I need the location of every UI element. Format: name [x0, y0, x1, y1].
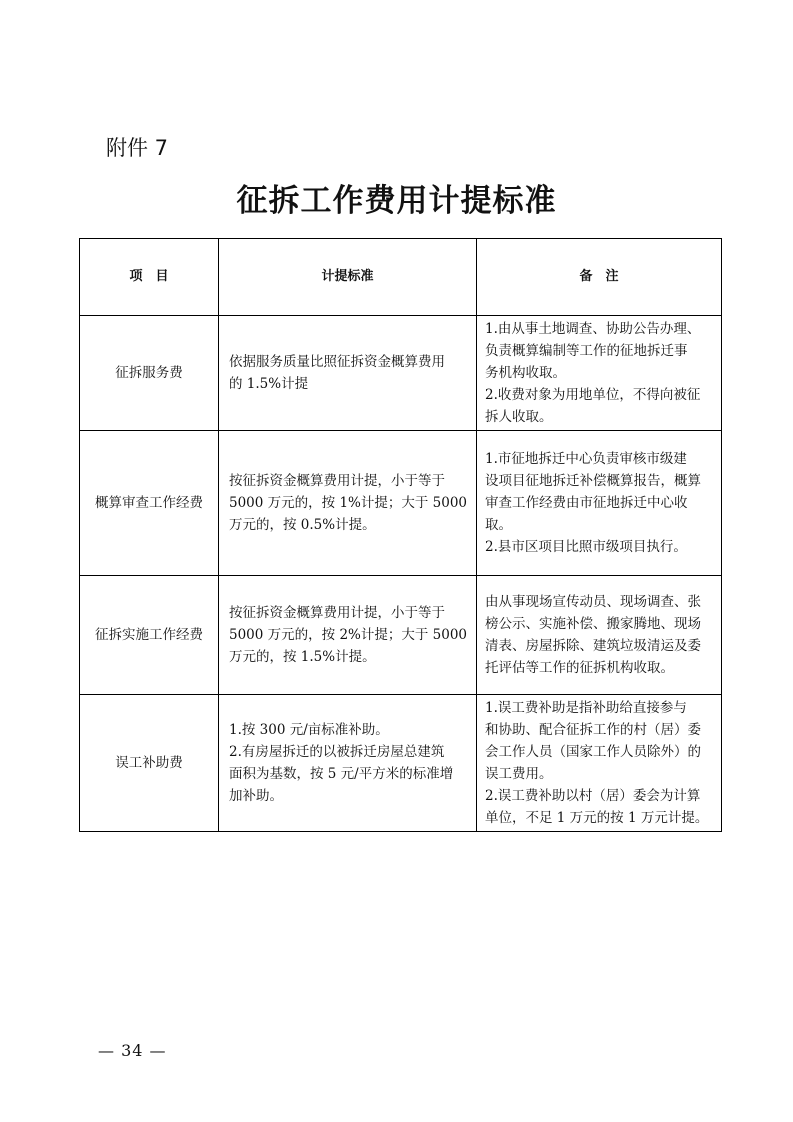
note-line: 1.误工费补助是指补助给直接参与 [485, 700, 687, 716]
column-header-notes: 备 注 [477, 239, 722, 316]
note-line: 单位，不足 1 万元的按 1 万元计提。 [485, 810, 709, 826]
table-row [80, 431, 722, 576]
note-line: 2.县市区项目比照市级项目执行。 [485, 539, 687, 555]
note-line: 2.收费对象为用地单位，不得向被征 [485, 387, 701, 403]
note-line: 和协助、配合征拆工作的村（居）委 [485, 722, 701, 738]
standard-line: 面积为基数，按 5 元/平方米的标准增 [229, 766, 454, 782]
standard-line: 依据服务质量比照征拆资金概算费用 [229, 354, 445, 370]
note-line: 1.市征地拆迁中心负责审核市级建 [485, 451, 687, 467]
standard-line: 1.按 300 元/亩标准补助。 [229, 722, 389, 738]
table-header-row [80, 239, 722, 316]
row-item-name: 误工补助费 [80, 695, 219, 832]
standard-line: 万元的，按 0.5%计提。 [229, 517, 376, 533]
note-line: 清表、房屋拆除、建筑垃圾清运及委 [485, 638, 701, 654]
attachment-label: 附件 7 [106, 136, 169, 160]
note-line: 负责概算编制等工作的征地拆迁事 [485, 343, 688, 359]
row-standard [219, 576, 477, 695]
note-line: 误工费用。 [485, 766, 553, 782]
row-notes [477, 576, 722, 695]
standard-line: 5000 万元的，按 2%计提；大于 5000 [229, 627, 468, 643]
standard-line: 按征拆资金概算费用计提，小于等于 [229, 605, 445, 621]
note-line: 托评估等工作的征拆机构收取。 [485, 660, 674, 676]
row-standard [219, 316, 477, 431]
standard-line: 万元的，按 1.5%计提。 [229, 649, 376, 665]
row-notes [477, 431, 722, 576]
note-line: 审查工作经费由市征地拆迁中心收 [485, 495, 688, 511]
note-line: 榜公示、实施补偿、搬家腾地、现场 [485, 616, 701, 632]
note-line: 取。 [485, 517, 512, 533]
standard-line: 加补助。 [229, 788, 283, 804]
table-row [80, 695, 722, 832]
fee-standard-table [79, 238, 722, 832]
note-line: 设项目征地拆迁补偿概算报告，概算 [485, 473, 701, 489]
row-standard [219, 695, 477, 832]
note-line: 2.误工费补助以村（居）委会为计算 [485, 788, 701, 804]
note-line: 拆人收取。 [485, 409, 553, 425]
row-item-name: 概算审查工作经费 [80, 431, 219, 576]
row-standard [219, 431, 477, 576]
standard-line: 按征拆资金概算费用计提，小于等于 [229, 473, 445, 489]
standard-line: 5000 万元的，按 1%计提；大于 5000 [229, 495, 468, 511]
table-row [80, 316, 722, 431]
note-line: 会工作人员（国家工作人员除外）的 [485, 744, 701, 760]
standard-line: 的 1.5%计提 [229, 376, 309, 392]
note-line: 1.由从事土地调查、协助公告办理、 [485, 321, 701, 337]
row-notes [477, 316, 722, 431]
row-item-name: 征拆服务费 [80, 316, 219, 431]
note-line: 务机构收取。 [485, 365, 566, 381]
table-row [80, 576, 722, 695]
row-notes [477, 695, 722, 832]
standard-line: 2.有房屋拆迁的以被拆迁房屋总建筑 [229, 744, 445, 760]
document-title: 征拆工作费用计提标准 [236, 183, 557, 219]
note-line: 由从事现场宣传动员、现场调查、张 [485, 594, 701, 610]
row-item-name: 征拆实施工作经费 [80, 576, 219, 695]
column-header-standard: 计提标准 [219, 239, 477, 316]
page-number: — 34 — [98, 1041, 167, 1060]
column-header-item: 项 目 [80, 239, 219, 316]
